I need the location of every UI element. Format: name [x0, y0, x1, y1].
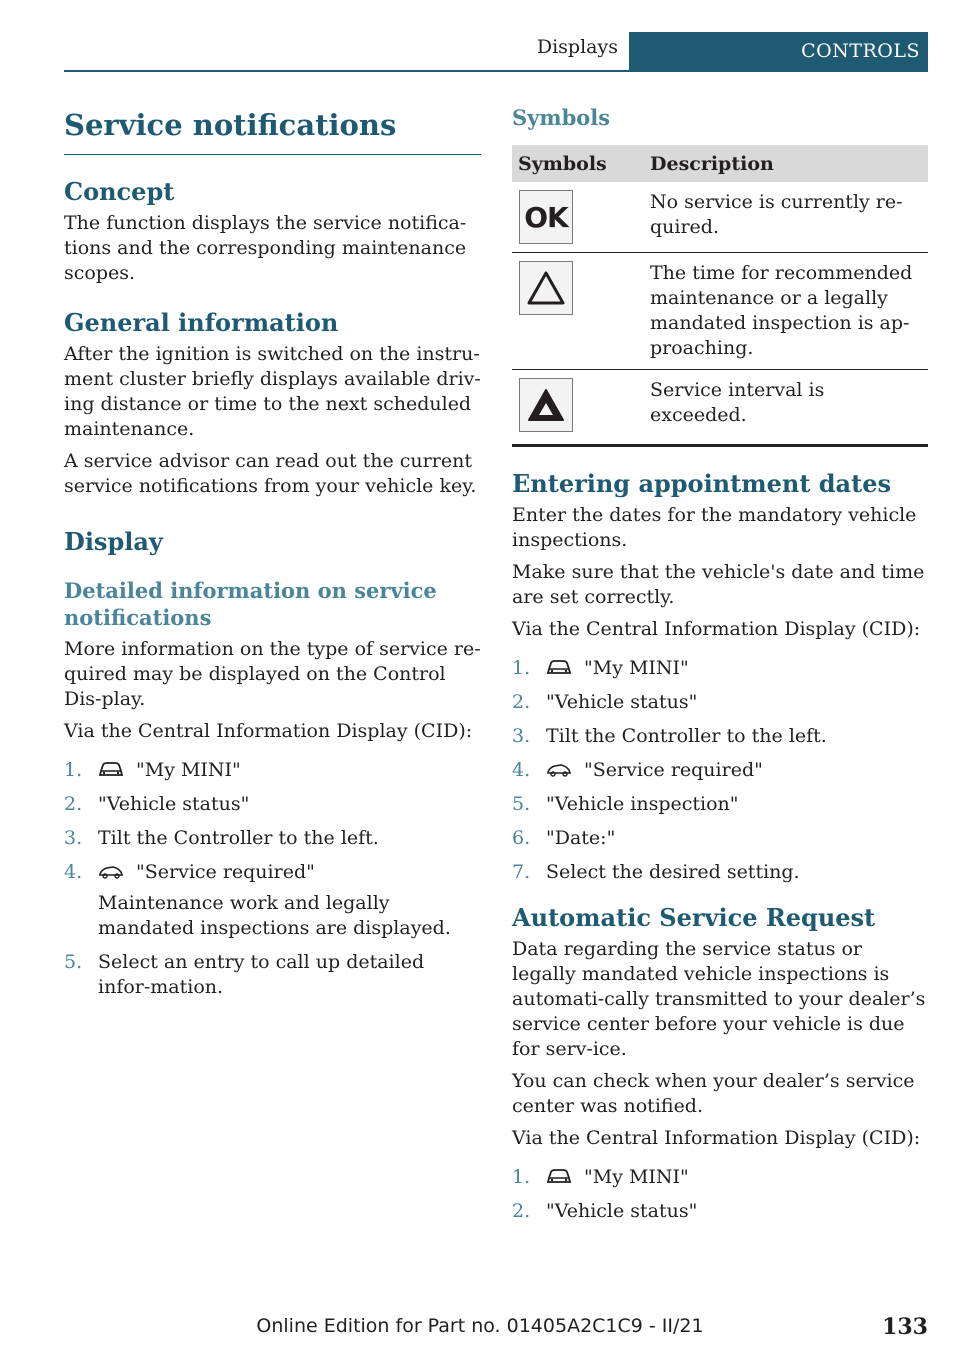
- step-number: 2.: [64, 793, 83, 815]
- right-column: [512, 104, 928, 1233]
- step-text: "Service required": [584, 759, 763, 781]
- header-rule: [64, 70, 928, 72]
- concept-text: The function displays the service notifica-tions and the corresponding maintenance scopes.: [64, 212, 467, 284]
- symbols-heading: Symbols: [512, 105, 611, 130]
- table-cell: The time for recommended maintenance or a legally mandated inspection is ap-proaching.: [644, 253, 928, 370]
- display-heading: Display: [64, 527, 163, 556]
- step-number: 3.: [64, 827, 83, 849]
- step-subtext: Maintenance work and legally mandated inspections are displayed.: [98, 892, 451, 939]
- via-text: Via the Central Information Display (CID):: [64, 720, 473, 742]
- table-row: [512, 182, 928, 253]
- step-text: "Vehicle inspection": [546, 793, 739, 815]
- step-text: "My MINI": [136, 759, 241, 781]
- step-number: 4.: [64, 861, 83, 883]
- step-text: Select the desired setting.: [546, 861, 800, 883]
- list-item: [512, 690, 928, 715]
- ok-icon: OK: [519, 190, 573, 244]
- table-header: Symbols: [512, 145, 644, 182]
- table-header-row: [512, 145, 928, 182]
- table-row: [512, 253, 928, 370]
- general-heading: General information: [64, 308, 339, 337]
- table-cell: No service is currently re-quired.: [644, 182, 928, 253]
- step-number: 5.: [512, 793, 531, 815]
- table-cell: [512, 253, 644, 370]
- symbols-table: [512, 145, 928, 447]
- step-number: 6.: [512, 827, 531, 849]
- step-number: 3.: [512, 725, 531, 747]
- asr-text-1: Data regarding the service status or legally mandated vehicle inspections is automati-cally transmitted to your dealer’s service center before your vehicle is due for serv-ice.: [512, 938, 926, 1060]
- list-item: [64, 758, 481, 783]
- via-text: Via the Central Information Display (CID):: [512, 618, 921, 640]
- car-icon: [98, 762, 124, 778]
- table-header: Description: [644, 145, 928, 182]
- left-column: [64, 104, 481, 1009]
- asr-steps: [512, 1165, 928, 1224]
- car-icon: [546, 1169, 572, 1185]
- header-chapter: CONTROLS: [629, 32, 928, 70]
- footer-edition: Online Edition for Part no. 01405A2C1C9 - II/21: [256, 1315, 704, 1337]
- step-number: 5.: [64, 951, 83, 973]
- table-cell: Service interval is exceeded.: [650, 379, 825, 426]
- list-item: [512, 1199, 928, 1224]
- step-number: 4.: [512, 759, 531, 781]
- step-number: 1.: [512, 657, 531, 679]
- list-item: [512, 826, 928, 851]
- service-car-icon: [546, 762, 572, 778]
- list-item: [64, 950, 481, 1000]
- list-item: [512, 1165, 928, 1190]
- step-text: Tilt the Controller to the left.: [546, 725, 827, 747]
- list-item: [512, 656, 928, 681]
- step-number: 7.: [512, 861, 531, 883]
- page-number: 133: [882, 1314, 928, 1340]
- list-item: [512, 792, 928, 817]
- header-section: Displays: [536, 36, 618, 58]
- warning-triangle-filled-icon: [519, 378, 573, 432]
- appointment-text-1: Enter the dates for the mandatory vehicle inspections.: [512, 504, 917, 551]
- step-number: 1.: [64, 759, 83, 781]
- appointment-heading: Entering appointment dates: [512, 469, 891, 498]
- detail-heading: Detailed information on service notifications: [64, 578, 437, 630]
- list-item: [64, 860, 481, 941]
- step-text: "Vehicle status": [546, 1200, 698, 1222]
- via-text-2: Via the Central Information Display (CID):: [512, 1127, 921, 1149]
- car-icon: [546, 660, 572, 676]
- step-number: 1.: [512, 1166, 531, 1188]
- page-title: Service notifications: [64, 104, 481, 155]
- step-number: 2.: [512, 1200, 531, 1222]
- general-text-2: A service advisor can read out the current service notifications from your vehicle key.: [64, 450, 477, 497]
- asr-text-2: You can check when your dealer’s service center was notified.: [512, 1070, 915, 1117]
- step-text: Tilt the Controller to the left.: [98, 827, 379, 849]
- table-cell: [512, 182, 644, 253]
- step-text: Select an entry to call up detailed infor-mation.: [98, 951, 425, 998]
- step-text: "Service required": [136, 861, 315, 883]
- step-text: "Vehicle status": [98, 793, 250, 815]
- appointment-text-2: Make sure that the vehicle's date and time are set correctly.: [512, 561, 925, 608]
- general-text-1: After the ignition is switched on the instru-ment cluster briefly displays available driv-ing distance or time to the next scheduled maintenance.: [64, 343, 481, 440]
- table-row: [512, 370, 928, 446]
- detail-steps: [64, 758, 481, 1000]
- appointment-steps: [512, 656, 928, 885]
- step-text: "Date:": [546, 827, 616, 849]
- step-text: "My MINI": [584, 657, 689, 679]
- concept-heading: Concept: [64, 177, 175, 206]
- warning-triangle-outline-icon: [519, 261, 573, 315]
- list-item: [64, 826, 481, 851]
- asr-heading: Automatic Service Request: [512, 903, 876, 932]
- detail-text: More information on the type of service re-quired may be displayed on the Control Dis-play.: [64, 638, 481, 710]
- table-cell: [512, 370, 644, 446]
- step-text: "My MINI": [584, 1166, 689, 1188]
- step-text: "Vehicle status": [546, 691, 698, 713]
- list-item: [512, 860, 928, 885]
- list-item: [512, 724, 928, 749]
- service-car-icon: [98, 864, 124, 880]
- list-item: [64, 792, 481, 817]
- list-item: [512, 758, 928, 783]
- step-number: 2.: [512, 691, 531, 713]
